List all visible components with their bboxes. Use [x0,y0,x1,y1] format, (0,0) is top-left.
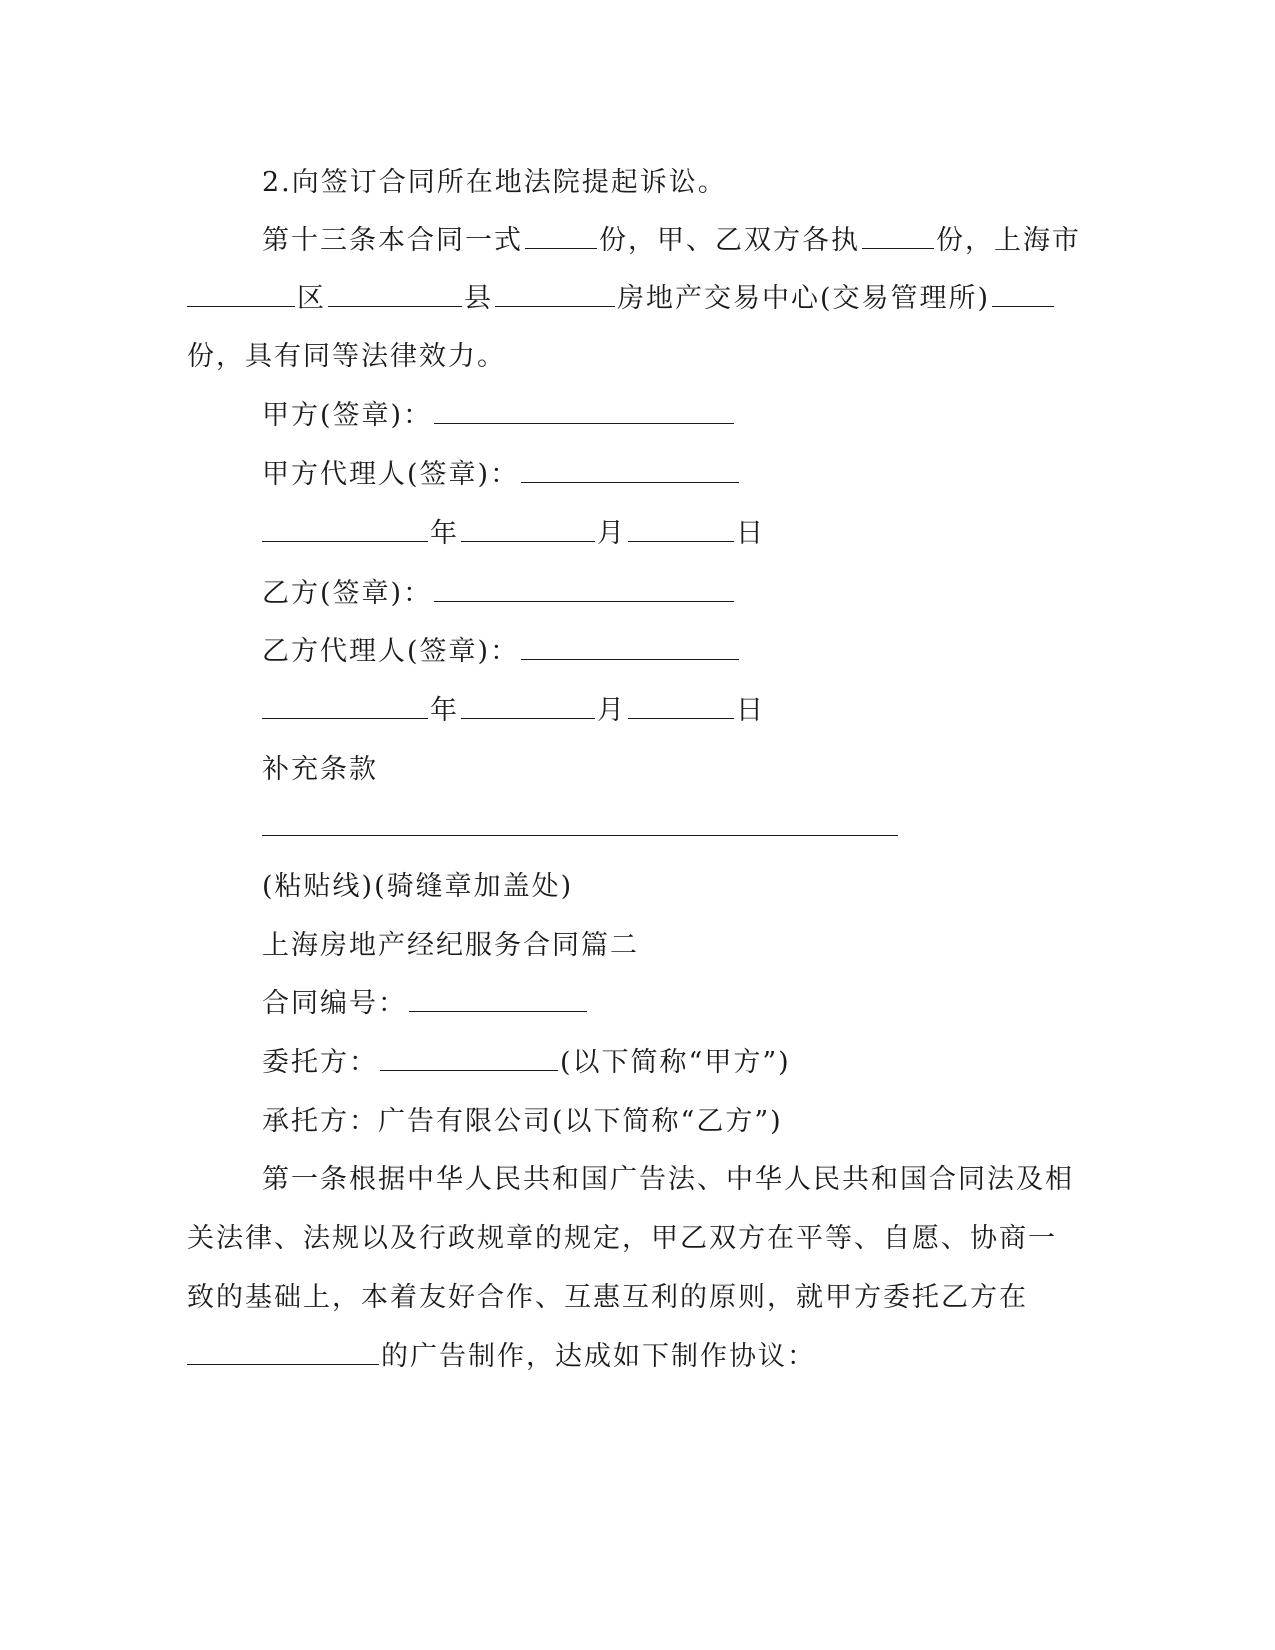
text: 2.向签订合同所在地法院提起诉讼。 [262,167,727,198]
paste-line-note [262,867,573,907]
label: 甲方(签章)： [262,400,433,431]
text: 第一条根据中华人民共和国广告法、中华人民共和国合同法及相 [262,1164,1074,1195]
client-field[interactable] [380,1044,558,1071]
party-a-signature [262,396,736,436]
day-label: 日 [736,518,765,549]
month-field[interactable] [461,692,595,719]
month-label: 月 [597,695,626,726]
article-1-line-2 [187,1219,1057,1259]
party-b-signature [262,574,736,614]
paragraph-article-13-cont [187,279,1056,319]
day-field[interactable] [628,692,734,719]
label: 乙方(签章)： [262,578,433,609]
blank-field[interactable] [187,280,295,307]
paragraph-article-13 [262,221,1081,261]
blank-field[interactable] [862,222,934,249]
month-label: 月 [597,518,626,549]
text: 份，上海市 [936,225,1081,256]
text: (以下简称“甲方”) [560,1047,791,1078]
label: 委托方： [262,1047,378,1078]
year-label: 年 [430,518,459,549]
day-field[interactable] [628,515,734,542]
blank-field[interactable] [328,280,462,307]
year-field[interactable] [262,692,428,719]
supplement-heading [262,750,378,790]
client-line [262,1043,791,1083]
label: 合同编号： [262,988,407,1019]
day-label: 日 [736,695,765,726]
signature-field[interactable] [521,633,739,660]
blank-field[interactable] [187,1338,379,1365]
blank-field[interactable] [495,280,615,307]
supplement-field[interactable] [262,809,898,836]
article-1-line-1 [262,1160,1074,1200]
contract-number-field[interactable] [409,985,587,1012]
blank-field[interactable] [525,222,597,249]
paragraph-article-13-end [187,337,506,377]
blank-field[interactable] [992,280,1054,307]
text: 关法律、法规以及行政规章的规定，甲乙双方在平等、自愿、协商一 [187,1223,1057,1254]
supplement-line [262,808,900,848]
signature-field[interactable] [521,456,739,483]
text: 区 [297,283,326,314]
party-b-agent-signature [262,632,741,672]
article-1-line-3 [187,1278,1028,1318]
text: 上海房地产经纪服务合同篇二 [262,930,639,961]
party-a-agent-signature [262,455,741,495]
text: 房地产交易中心(交易管理所) [617,283,991,314]
text: (粘贴线)(骑缝章加盖处) [262,871,574,902]
text: 份，甲、乙双方各执 [599,225,860,256]
label: 甲方代理人(签章)： [262,459,520,490]
section-title [262,926,639,966]
text: 第十三条本合同一式 [262,225,523,256]
text: 县 [464,283,493,314]
contractor-line [262,1102,783,1142]
year-field[interactable] [262,515,428,542]
party-b-date [262,691,765,731]
text: 补充条款 [262,754,378,785]
text: 份，具有同等法律效力。 [187,341,506,372]
party-a-date [262,514,765,554]
label: 乙方代理人(签章)： [262,636,520,667]
month-field[interactable] [461,515,595,542]
text: 承托方：广告有限公司(以下简称“乙方”) [262,1106,783,1137]
contract-number [262,984,589,1024]
text: 致的基础上，本着友好合作、互惠互利的原则，就甲方委托乙方在 [187,1282,1028,1313]
article-1-line-4 [187,1337,816,1377]
signature-field[interactable] [434,397,734,424]
signature-field[interactable] [434,575,734,602]
text: 的广告制作，达成如下制作协议： [381,1341,816,1372]
year-label: 年 [430,695,459,726]
paragraph-litigation [262,163,727,203]
